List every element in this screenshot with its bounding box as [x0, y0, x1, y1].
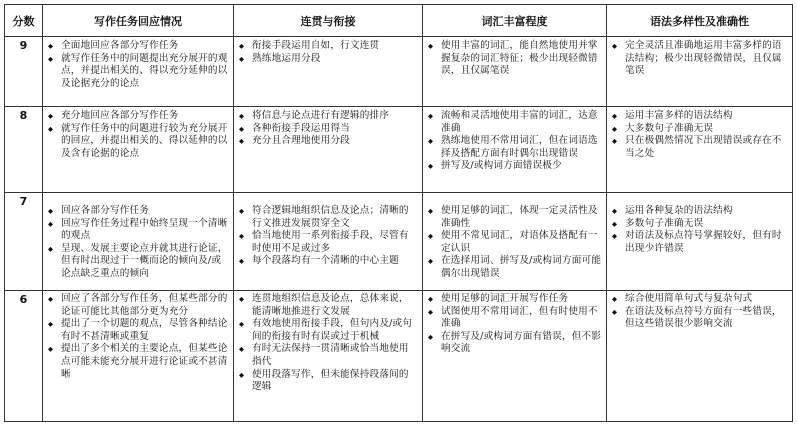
descriptor-item: ◆ 使用足够的词汇开展写作任务 [427, 293, 602, 306]
band-row-7 [5, 193, 793, 291]
band-score: 8 [19, 109, 28, 122]
descriptor-item: ◆ 连贯地组织信息及论点，总体来说，能清晰地推进行文发展 [238, 293, 418, 318]
descriptor-item: ◆ 在拼写及/或构词方面有错误，但不影响交流 [427, 331, 602, 356]
descriptor-item: ◆ 呈现、发展主要论点并就其进行论证，但有时出现过于一概而论的倾向及/或论点缺乏重点的倾向 [47, 243, 229, 281]
score-cell [5, 107, 43, 193]
descriptor-list [427, 293, 602, 356]
descriptor-list [47, 40, 229, 90]
descriptor-item: ◆ 在选择用词、拼写及/或构词方面可能偶尔出现错误 [427, 255, 602, 280]
descriptor-item: ◆ 使用段落写作，但未能保持段落间的逻辑 [238, 369, 418, 394]
descriptor-item: ◆ 回应了各部分写作任务，但某些部分的论证可能比其他部分更为充分 [47, 293, 229, 318]
descriptor-list [427, 110, 602, 173]
task-response-cell [43, 37, 234, 107]
descriptor-item: ◆ 流畅和灵活地使用丰富的词汇，达意准确 [427, 110, 602, 135]
header-score: 分数 [5, 5, 43, 37]
header-task-response: 写作任务回应情况 [43, 5, 234, 37]
band-score: 7 [19, 195, 28, 208]
descriptor-item: ◆ 回应写作任务过程中始终呈现一个清晰的观点 [47, 218, 229, 243]
coherence-cell [234, 193, 423, 291]
coherence-cell [234, 291, 423, 422]
band-row-6 [5, 291, 793, 422]
descriptor-item: ◆ 大多数句子准确无误 [611, 123, 788, 136]
coherence-cell [234, 107, 423, 193]
descriptor-list [47, 293, 229, 381]
grammar-cell [607, 291, 793, 422]
descriptor-list [47, 205, 229, 281]
descriptor-list [427, 40, 602, 78]
band-row-9 [5, 37, 793, 107]
descriptor-list [427, 205, 602, 281]
descriptor-item: ◆ 恰当地使用一系列衔接手段，尽管有时使用不足或过多 [238, 230, 418, 255]
grammar-cell [607, 107, 793, 193]
descriptor-item: ◆ 多数句子准确无误 [611, 218, 788, 231]
descriptor-list [238, 110, 418, 148]
descriptor-item: ◆ 在语法及标点符号方面有一些错误，但这些错误很少影响交流 [611, 306, 788, 331]
descriptor-item: ◆ 使用不常见词汇，对语体及搭配有一定认识 [427, 230, 602, 255]
descriptor-item: ◆ 有时无法保持一贯清晰或恰当地使用指代 [238, 343, 418, 368]
grammar-cell [607, 37, 793, 107]
descriptor-item: ◆ 将信息与论点进行有逻辑的排序 [238, 110, 418, 123]
descriptor-item: ◆ 各种衔接手段运用得当 [238, 123, 418, 136]
lexical-cell [423, 291, 607, 422]
descriptor-item: ◆ 熟练地使用不常用词汇，但在词语选择及搭配方面有时偶尔出现错误 [427, 135, 602, 160]
header-grammar-range-accuracy: 语法多样性及准确性 [607, 5, 793, 37]
descriptor-item: ◆ 有效地使用衔接手段，但句内及/或句间的衔接有时有误或过于机械 [238, 318, 418, 343]
descriptor-item: ◆ 熟练地运用分段 [238, 53, 418, 66]
descriptor-list [611, 110, 788, 160]
descriptor-item: ◆ 符合逻辑地组织信息及论点；清晰的行文推进发展贯穿全文 [238, 205, 418, 230]
score-cell [5, 291, 43, 422]
lexical-cell [423, 37, 607, 107]
descriptor-item: ◆ 拼写及/或构词方面错误极少 [427, 160, 602, 173]
descriptor-item: ◆ 全面地回应各部分写作任务 [47, 40, 229, 53]
descriptor-list [238, 40, 418, 65]
descriptor-item: ◆ 运用丰富多样的语法结构 [611, 110, 788, 123]
coherence-cell [234, 37, 423, 107]
descriptor-list [611, 40, 788, 78]
header-lexical-resource: 词汇丰富程度 [423, 5, 607, 37]
header-row [5, 5, 793, 37]
band-row-8 [5, 107, 793, 193]
descriptor-list [47, 110, 229, 160]
descriptor-item: ◆ 运用各种复杂的语法结构 [611, 205, 788, 218]
descriptor-item: ◆ 对语法及标点符号掌握较好，但有时出现少许错误 [611, 230, 788, 255]
task-response-cell [43, 193, 234, 291]
grammar-cell [607, 193, 793, 291]
descriptor-item: ◆ 衔接手段运用自如，行文连贯 [238, 40, 418, 53]
band-score: 9 [19, 39, 28, 52]
descriptor-item: ◆ 提出了多个相关的主要论点，但某些论点可能未能充分展开进行论证或不甚清晰 [47, 343, 229, 381]
header-coherence-cohesion: 连贯与衔接 [234, 5, 423, 37]
descriptor-list [611, 293, 788, 331]
band-score: 6 [19, 293, 28, 306]
descriptor-list [238, 293, 418, 394]
task-response-cell [43, 107, 234, 193]
descriptor-item: ◆ 就写作任务中的问题进行较为充分展开的回应，并提出相关的、得以延伸的以及含有论据的论点 [47, 123, 229, 161]
task-response-cell [43, 291, 234, 422]
descriptor-item: ◆ 就写作任务中的问题提出充分展开的观点，并提出相关的、得以充分延伸的以及论据充分的论点 [47, 53, 229, 91]
descriptor-item: ◆ 试图使用不常用词汇，但有时使用不准确 [427, 306, 602, 331]
lexical-cell [423, 107, 607, 193]
descriptor-item: ◆ 充分地回应各部分写作任务 [47, 110, 229, 123]
descriptor-item: ◆ 只在极偶然情况下出现错误或存在不当之处 [611, 135, 788, 160]
lexical-cell [423, 193, 607, 291]
band-descriptor-table [4, 4, 793, 422]
score-cell [5, 193, 43, 291]
descriptor-item: ◆ 使用丰富的词汇，能自然地使用并掌握复杂的词汇特征；极少出现轻微错误，且仅属笔误 [427, 40, 602, 78]
descriptor-item: ◆ 充分且合理地使用分段 [238, 135, 418, 148]
descriptor-item: ◆ 回应各部分写作任务 [47, 205, 229, 218]
descriptor-item: ◆ 综合使用简单句式与复杂句式 [611, 293, 788, 306]
descriptor-item: ◆ 使用足够的词汇，体现一定灵活性及准确性 [427, 205, 602, 230]
descriptor-item: ◆ 每个段落均有一个清晰的中心主题 [238, 255, 418, 268]
descriptor-item: ◆ 提出了一个切题的观点，尽管各种结论有时不甚清晰或重复 [47, 318, 229, 343]
descriptor-list [238, 205, 418, 268]
score-cell [5, 37, 43, 107]
descriptor-item: ◆ 完全灵活且准确地运用丰富多样的语法结构；极少出现轻微错误，且仅属笔误 [611, 40, 788, 78]
descriptor-list [611, 205, 788, 255]
